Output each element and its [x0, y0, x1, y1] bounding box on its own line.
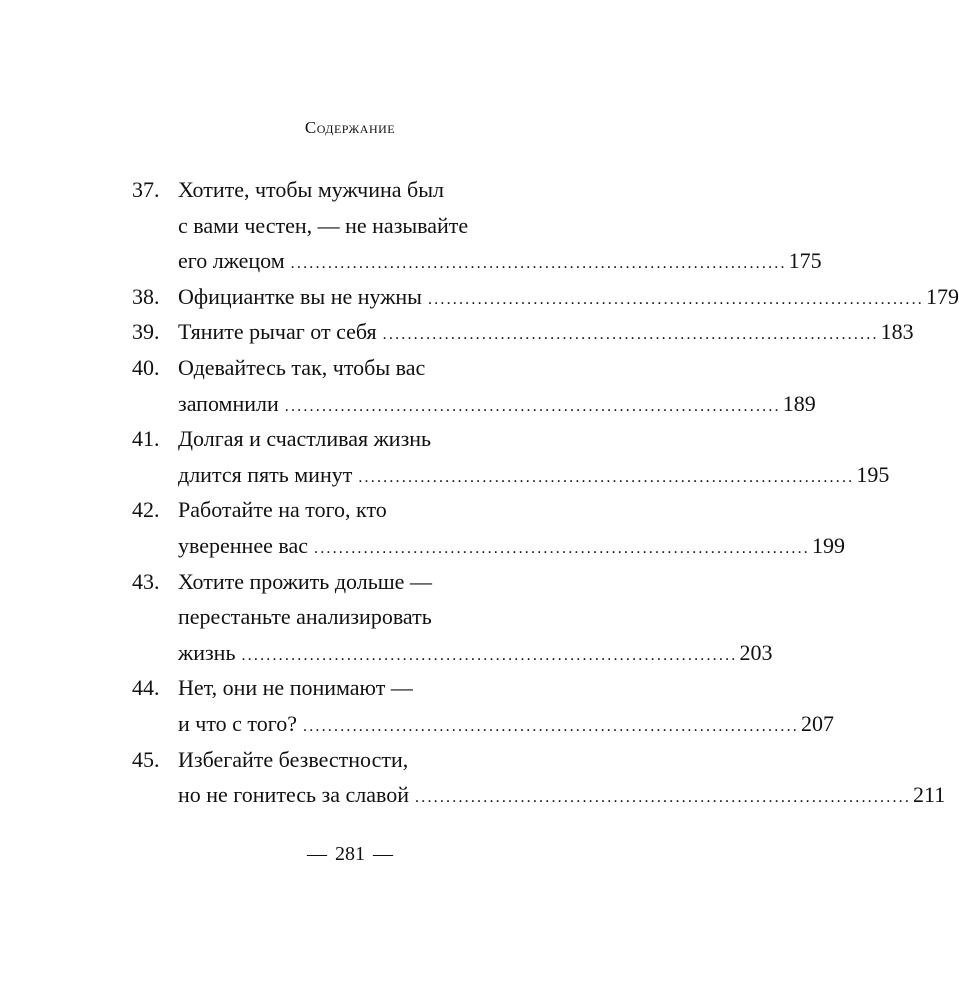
toc-entry-title: Работайте на того, кто [178, 497, 387, 523]
toc-entry-title: Хотите прожить дольше — [178, 568, 432, 594]
toc-entry-line [132, 564, 532, 600]
toc-entry-line [132, 528, 845, 564]
toc-entry-line [132, 742, 532, 778]
toc-entry-title: но не гонитесь за славой [178, 782, 410, 808]
toc-entry-line [132, 635, 773, 671]
toc-entry-number: 44. [132, 675, 160, 701]
toc-entry-title: с вами честен, — не называйте [178, 212, 469, 238]
folio-dash-left: — [307, 843, 327, 865]
toc-entry-title: Нет, они не понимают — [178, 675, 413, 701]
dot-leader: ................................................................................ [382, 326, 879, 344]
toc-entry-page: 203 [739, 639, 773, 665]
toc-entry-title: Хотите, чтобы мужчина был [178, 177, 444, 202]
dot-leader: ................................................................................ [358, 468, 855, 486]
toc-entry-line [132, 386, 816, 422]
toc-entry [132, 421, 890, 492]
toc-entry-number: 38. [132, 283, 160, 309]
toc-entry-title: Одевайтесь так, чтобы вас [178, 354, 426, 380]
toc-entry-title: и что с того? [178, 710, 297, 736]
toc-entry-number: 41. [132, 426, 160, 452]
toc-entry-number: 43. [132, 568, 160, 594]
toc-entry-number: 40. [132, 354, 160, 380]
dot-leader: ................................................................................ [314, 539, 810, 557]
toc-entry-title: Официантке вы не нужны [178, 283, 422, 309]
toc-entry-page: 189 [782, 390, 816, 416]
toc-entry-page: 211 [913, 782, 946, 808]
toc-entry-line [132, 350, 532, 386]
dot-leader: ................................................................................ [284, 397, 781, 415]
toc-entry-number: 37. [132, 177, 160, 202]
toc-entry [132, 492, 845, 563]
toc-entry-number: 42. [132, 497, 160, 523]
toc-entry-title: перестаньте анализировать [178, 604, 432, 630]
toc-entry-number: 45. [132, 746, 160, 772]
toc-entry [132, 279, 959, 315]
dot-leader: ................................................................................ [290, 255, 787, 273]
toc-entry-line [132, 208, 532, 244]
toc-entry-line [132, 599, 532, 635]
toc-entry-line [132, 314, 914, 350]
toc-entry-title: Долгая и счастливая жизнь [178, 426, 432, 452]
toc-entry-title: его лжецом [178, 248, 285, 274]
toc-entry-page: 199 [812, 532, 845, 558]
page-number-footer [0, 843, 700, 866]
toc-entry [132, 172, 822, 279]
toc-entry-page: 207 [801, 710, 834, 736]
toc-entry-page: 195 [856, 461, 890, 487]
toc-entry-line [132, 492, 532, 528]
toc-entry-page: 183 [880, 319, 914, 345]
dot-leader: ................................................................................ [415, 789, 912, 807]
toc-entry [132, 314, 914, 350]
dot-leader: ................................................................................ [427, 290, 924, 308]
toc-entry-line [132, 172, 532, 208]
dot-leader: ................................................................................ [303, 717, 799, 735]
toc-entry-line [132, 670, 532, 706]
toc-entry [132, 742, 946, 813]
folio-dash-right: — [373, 843, 393, 865]
toc-entry [132, 350, 816, 421]
toc-entry-title: запомнили [178, 390, 279, 416]
toc-entry-page: 179 [925, 283, 959, 309]
toc-entry-line [132, 457, 890, 493]
toc-entry [132, 564, 773, 671]
table-of-contents [132, 172, 959, 813]
toc-entry-title: Избегайте безвестности, [178, 746, 409, 772]
toc-entry [132, 670, 834, 741]
folio-page-number: 281 [335, 843, 365, 865]
toc-entry-line [132, 706, 834, 742]
toc-entry-title: увереннее вас [178, 532, 308, 558]
toc-entry-page: 175 [788, 248, 822, 274]
toc-entry-line [132, 279, 959, 315]
toc-entry-line [132, 777, 946, 813]
toc-entry-title: длится пять минут [178, 461, 353, 487]
toc-entry-number: 39. [132, 319, 160, 345]
toc-entry-title: Тяните рычаг от себя [178, 319, 377, 345]
toc-entry-line [132, 421, 532, 457]
running-title: Содержание [304, 118, 396, 137]
dot-leader: ................................................................................ [241, 646, 738, 664]
toc-entry-line [132, 243, 822, 279]
toc-entry-title: жизнь [178, 639, 236, 665]
